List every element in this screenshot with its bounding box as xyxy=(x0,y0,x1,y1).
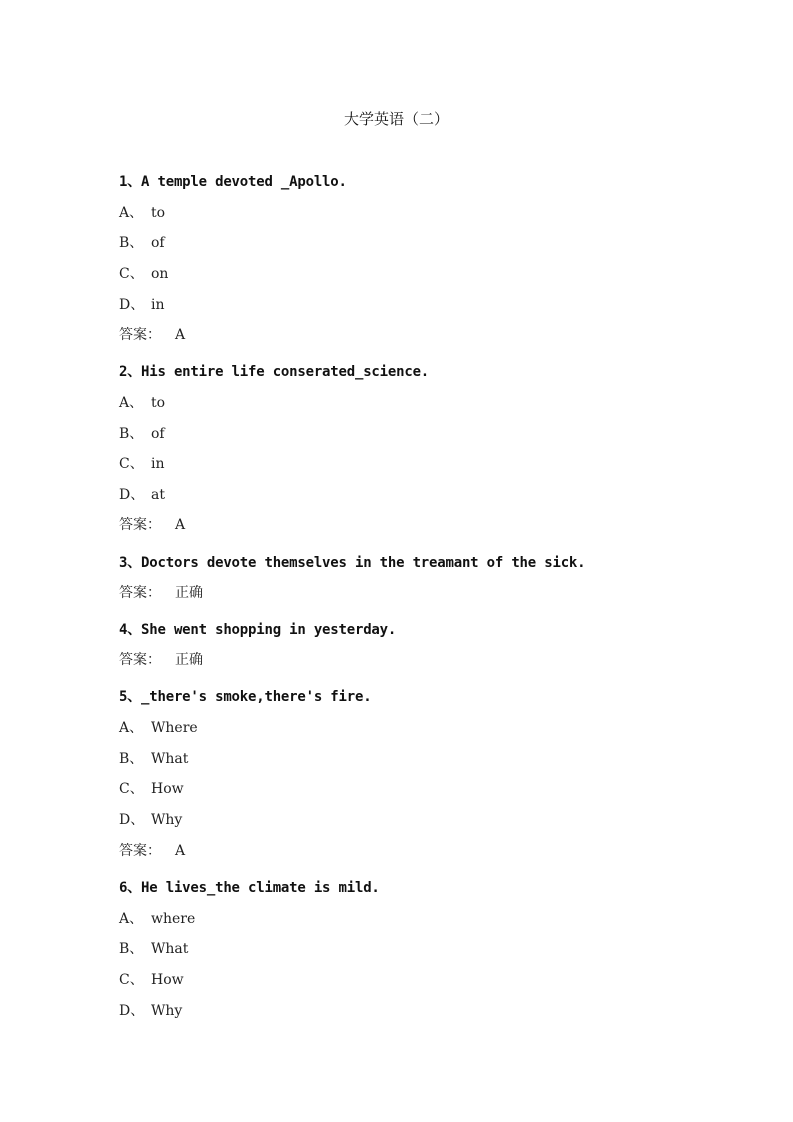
option-letter: B、 xyxy=(119,235,144,251)
option-text: of xyxy=(151,235,165,251)
question-5-option-d xyxy=(119,810,182,830)
option-letter: B、 xyxy=(119,941,144,957)
question-6-option-d xyxy=(119,1001,182,1021)
option-text: How xyxy=(151,781,184,797)
option-letter: C、 xyxy=(119,972,144,988)
answer-label: 答案： xyxy=(119,843,161,859)
answer-value: 正确 xyxy=(175,585,203,601)
document-title: 大学英语（二） xyxy=(343,110,449,128)
question-5-option-c xyxy=(119,779,184,799)
option-letter: C、 xyxy=(119,266,144,282)
option-letter: A、 xyxy=(119,720,144,736)
question-1-text: 1、A temple devoted _Apollo. xyxy=(119,174,347,190)
question-2-text: 2、His entire life conserated_science. xyxy=(119,364,430,380)
option-text: to xyxy=(151,205,166,221)
option-text: to xyxy=(151,395,166,411)
question-2-option-a xyxy=(119,393,165,413)
option-letter: A、 xyxy=(119,911,144,927)
answer-value: 正确 xyxy=(175,652,203,668)
answer-label: 答案： xyxy=(119,652,161,668)
option-letter: A、 xyxy=(119,205,144,221)
option-text: What xyxy=(151,941,189,957)
option-text: at xyxy=(151,487,165,503)
option-letter: D、 xyxy=(119,1003,145,1019)
answer-value: A xyxy=(175,327,186,343)
option-letter: D、 xyxy=(119,297,145,313)
question-3-text: 3、Doctors devote themselves in the treamant of the sick. xyxy=(119,555,586,571)
option-letter: C、 xyxy=(119,456,144,472)
option-text: How xyxy=(151,972,184,988)
question-4-answer xyxy=(119,650,203,670)
option-text: Why xyxy=(151,1003,183,1019)
option-letter: D、 xyxy=(119,487,145,503)
question-1-option-a xyxy=(119,203,165,223)
option-letter: D、 xyxy=(119,812,145,828)
option-text: on xyxy=(151,266,169,282)
option-letter: A、 xyxy=(119,395,144,411)
question-1-option-d xyxy=(119,295,165,315)
option-text: in xyxy=(151,456,165,472)
question-5-text: 5、_there's smoke,there's fire. xyxy=(119,689,372,705)
question-1-option-b xyxy=(119,233,165,253)
option-text: Why xyxy=(151,812,183,828)
question-2-answer xyxy=(119,515,185,535)
question-1-option-c xyxy=(119,264,168,284)
answer-value: A xyxy=(175,843,186,859)
answer-label: 答案： xyxy=(119,327,161,343)
option-text: where xyxy=(151,911,196,927)
question-5-option-b xyxy=(119,749,188,769)
question-3-answer xyxy=(119,583,203,603)
option-text: of xyxy=(151,426,165,442)
question-5-answer xyxy=(119,841,185,861)
option-text: What xyxy=(151,751,189,767)
answer-label: 答案： xyxy=(119,585,161,601)
option-text: in xyxy=(151,297,165,313)
question-6-option-a xyxy=(119,909,195,929)
answer-label: 答案： xyxy=(119,517,161,533)
question-6-text: 6、He lives_the climate is mild. xyxy=(119,880,380,896)
question-5-option-a xyxy=(119,718,198,738)
question-6-option-b xyxy=(119,939,188,959)
question-2-option-d xyxy=(119,485,165,505)
question-1-answer xyxy=(119,325,185,345)
question-4-text: 4、She went shopping in yesterday. xyxy=(119,622,397,638)
option-letter: B、 xyxy=(119,751,144,767)
option-letter: B、 xyxy=(119,426,144,442)
question-6-option-c xyxy=(119,970,184,990)
option-letter: C、 xyxy=(119,781,144,797)
question-2-option-c xyxy=(119,454,165,474)
answer-value: A xyxy=(175,517,186,533)
question-2-option-b xyxy=(119,424,165,444)
option-text: Where xyxy=(151,720,198,736)
